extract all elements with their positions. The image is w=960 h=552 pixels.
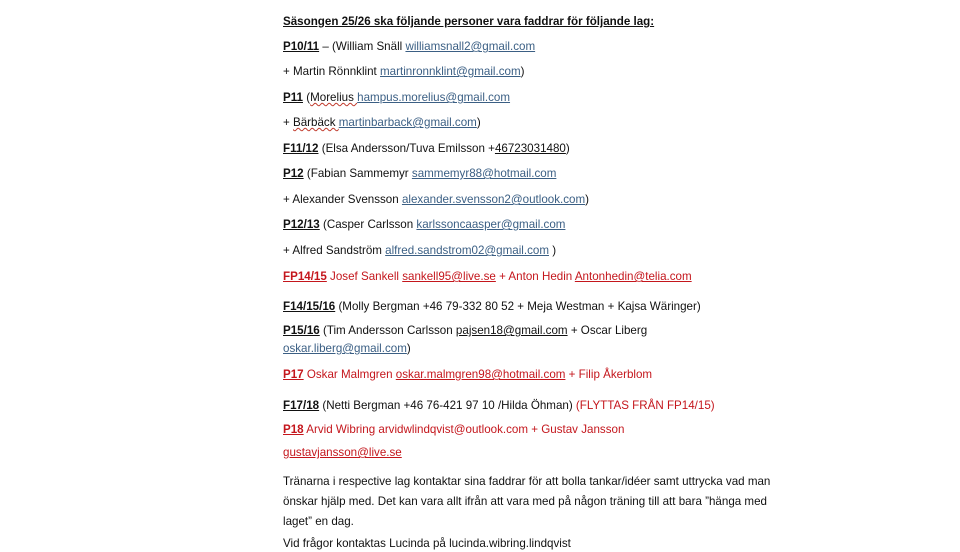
tail: + Filip Åkerblom: [565, 368, 653, 381]
tail: ): [549, 244, 557, 257]
tail: ): [476, 116, 481, 129]
persons-text: (Netti Bergman +46 76-421 97 10 /Hilda Öhman): [319, 399, 576, 412]
email-link[interactable]: oskar.malmgren98@hotmail.com: [395, 368, 566, 381]
line-p11-b: [283, 116, 481, 130]
tail: ): [406, 342, 411, 355]
email-link[interactable]: alfred.sandstrom02@gmail.com: [385, 244, 549, 257]
separator: (: [318, 142, 326, 155]
email-link[interactable]: karlssoncaasper@gmail.com: [416, 218, 566, 231]
team-label: P11: [283, 91, 303, 104]
line-f14-15-16: [283, 300, 701, 314]
separator: +: [283, 116, 293, 129]
line-p12-13-b: [283, 244, 556, 258]
team-label: P15/16: [283, 324, 320, 337]
person-name: (Tim Andersson Carlsson: [319, 324, 456, 337]
team-label: F14/15/16: [283, 300, 336, 313]
person-name-2: + Oscar Liberg: [567, 324, 648, 337]
line-p15-16-b: [283, 342, 411, 356]
move-note: (FLYTTAS FRÅN FP14/15): [575, 399, 715, 412]
person-name: Fabian Sammemyr: [310, 167, 412, 180]
line-p12-b: [283, 193, 589, 207]
line-p10-11: [283, 40, 535, 54]
email-link[interactable]: martinbarback@gmail.com: [338, 116, 477, 129]
phone-link[interactable]: 46723031480: [494, 142, 566, 155]
document-title: Säsongen 25/26 ska följande personer vara faddrar för följande lag:: [283, 15, 655, 28]
persons-text: (Molly Bergman +46 79-332 80 52 + Meja Westman + Kajsa Wäringer): [335, 300, 701, 313]
email-link[interactable]: alexander.svensson2@outlook.com: [401, 193, 586, 206]
tail: ): [520, 65, 525, 78]
line-p10-11-b: [283, 65, 525, 79]
email-link-2[interactable]: Antonhedin@telia.com: [574, 270, 692, 283]
line-p15-16: [283, 324, 647, 338]
line-fp14-15: [283, 270, 692, 284]
separator: +: [283, 65, 293, 78]
line-p11: [283, 91, 510, 105]
email-link-2[interactable]: oskar.liberg@gmail.com: [283, 342, 407, 355]
team-label: P12/13: [283, 218, 320, 231]
line-f17-18: [283, 399, 715, 413]
tail: ): [565, 142, 570, 155]
separator: +: [283, 244, 293, 257]
person-name: Bärbäck: [293, 116, 339, 129]
line-f11-12: [283, 142, 570, 156]
team-label: F17/18: [283, 399, 320, 412]
line-p12-13: [283, 218, 565, 232]
separator: (: [303, 91, 311, 104]
line-p12: [283, 167, 556, 181]
person-name: Alexander Svensson: [292, 193, 402, 206]
line-p17: [283, 368, 652, 382]
person-name: Alfred Sandström: [292, 244, 386, 257]
separator: (: [319, 218, 327, 231]
email-link[interactable]: martinronnklint@gmail.com: [380, 65, 521, 78]
email-link[interactable]: williamsnall2@gmail.com: [405, 40, 536, 53]
person-name: Morelius: [310, 91, 358, 104]
person-name: Casper Carlsson: [326, 218, 417, 231]
contact-footer: Vid frågor kontaktas Lucinda på lucinda.wibring.lindqvist: [283, 537, 571, 550]
tail: ): [585, 193, 590, 206]
team-label: P18: [283, 423, 304, 436]
email-link[interactable]: hampus.morelius@gmail.com: [357, 91, 511, 104]
separator: – (: [319, 40, 336, 53]
person-name: Oskar Malmgren: [303, 368, 396, 381]
team-label: P17: [283, 368, 304, 381]
person-name: William Snäll: [335, 40, 406, 53]
person-name-2: + Anton Hedin: [495, 270, 575, 283]
team-label: P12: [283, 167, 304, 180]
team-label: P10/11: [283, 40, 320, 53]
separator: +: [283, 193, 293, 206]
email-link[interactable]: sankell95@live.se: [402, 270, 496, 283]
email-link[interactable]: sammemyr88@hotmail.com: [411, 167, 557, 180]
line-p18: [283, 423, 624, 437]
line-p18-b: [283, 446, 402, 460]
email-link[interactable]: gustavjansson@live.se: [283, 446, 402, 459]
person-name: Elsa Andersson/Tuva Emilsson +: [325, 142, 495, 155]
email-link[interactable]: pajsen18@gmail.com: [455, 324, 568, 337]
separator: (: [303, 167, 311, 180]
team-label: F11/12: [283, 142, 319, 155]
team-label: FP14/15: [283, 270, 327, 283]
person-name: Martin Rönnklint: [293, 65, 380, 78]
person-name: Josef Sankell: [326, 270, 403, 283]
info-paragraph: Tränarna i respective lag kontaktar sina faddrar för att bolla tankar/idéer samt uttrycka vad man önskar hjälp med. Det kan vara allt ifrån att vara med på någon träning till att bara ”hänga med laget” en dag.: [283, 475, 771, 528]
persons-text: Arvid Wibring arvidwlindqvist@outlook.com + Gustav Jansson: [303, 423, 625, 436]
